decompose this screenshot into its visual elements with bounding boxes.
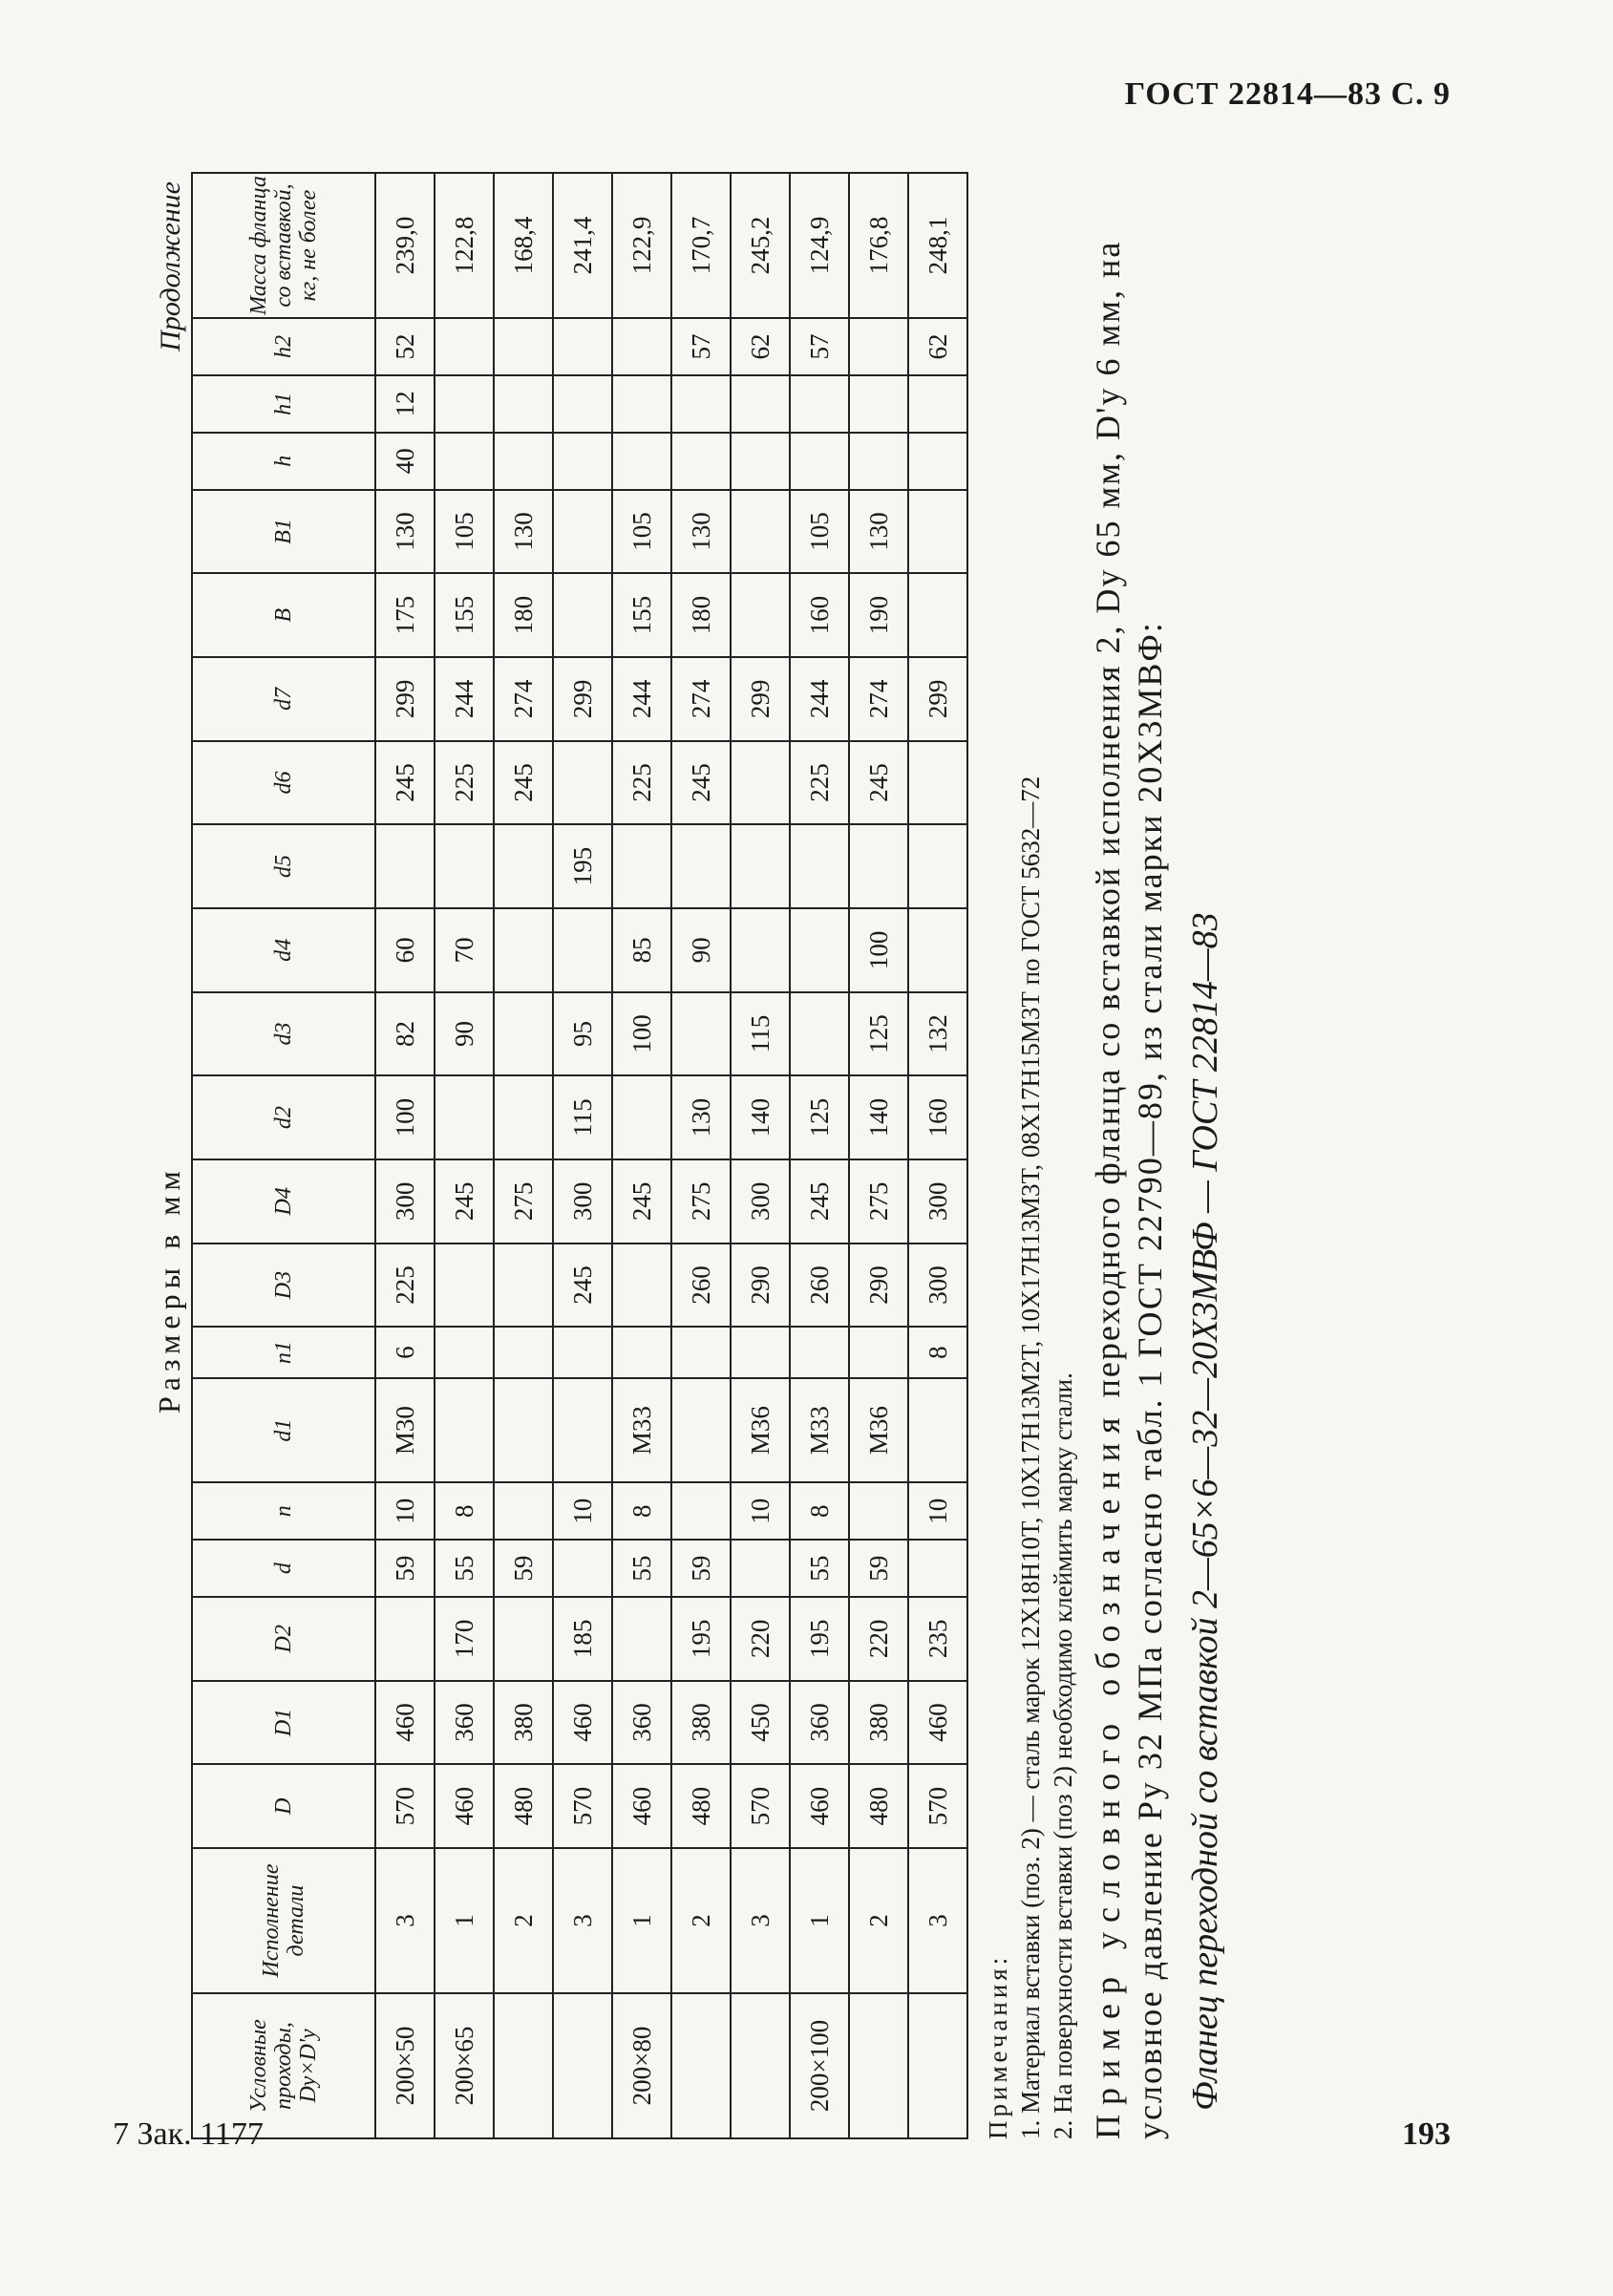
table-cell: 130	[671, 490, 731, 574]
table-cell: 380	[671, 1681, 731, 1765]
table-cell	[553, 741, 612, 825]
table-cell: 299	[731, 657, 790, 741]
column-header: D4	[192, 1159, 375, 1244]
table-cell: 225	[790, 741, 849, 825]
table-cell	[731, 1993, 790, 2138]
table-cell: 274	[494, 657, 553, 741]
table-cell	[494, 1244, 553, 1328]
table-cell: 275	[494, 1159, 553, 1244]
table-cell: 8	[790, 1482, 849, 1540]
table-cell: 570	[375, 1764, 435, 1848]
table-cell: 8	[908, 1327, 967, 1378]
table-cell	[908, 824, 967, 908]
table-cell: 570	[731, 1764, 790, 1848]
table-cell: 274	[671, 657, 731, 741]
table-cell: 155	[612, 573, 671, 657]
table-cell	[375, 824, 435, 908]
table-cell: 82	[375, 992, 435, 1076]
table-cell: 125	[790, 1075, 849, 1159]
table-cell: 6	[375, 1327, 435, 1378]
table-cell	[494, 1327, 553, 1378]
table-cell: 59	[849, 1540, 908, 1597]
table-cell	[849, 318, 908, 375]
table-cell: 360	[612, 1681, 671, 1765]
table-cell	[494, 1075, 553, 1159]
table-cell	[612, 1075, 671, 1159]
table-cell: 290	[731, 1244, 790, 1328]
table-cell	[908, 1378, 967, 1482]
table-cell	[435, 1244, 494, 1328]
table-cell: 275	[671, 1159, 731, 1244]
table-cell: 1	[612, 1848, 671, 1993]
table-cell	[494, 992, 553, 1076]
table-cell: 274	[849, 657, 908, 741]
column-header: h1	[192, 375, 375, 433]
table-cell: 62	[731, 318, 790, 375]
table-cell	[790, 1327, 849, 1378]
table-cell: 130	[849, 490, 908, 574]
table-cell: 245	[849, 741, 908, 825]
table-row	[790, 173, 849, 2138]
table-cell	[435, 433, 494, 490]
table-cell: 460	[790, 1764, 849, 1848]
table-row	[612, 173, 671, 2138]
column-header: d5	[192, 824, 375, 908]
example-designation: Фланец переходной со вставкой 2—65×6—32—20Х3МВФ — ГОСТ 22814—83	[1185, 912, 1225, 2111]
table-cell: 225	[375, 1244, 435, 1328]
table-cell: 122,9	[612, 173, 671, 318]
table-cell: 85	[612, 908, 671, 992]
table-cell: 55	[435, 1540, 494, 1597]
table-row	[671, 173, 731, 2138]
caption-row	[143, 172, 187, 2139]
column-header: d6	[192, 741, 375, 825]
table-cell: 180	[671, 573, 731, 657]
table-cell: 55	[790, 1540, 849, 1597]
table-cell: 115	[553, 1075, 612, 1159]
dimensions-table	[191, 172, 968, 2139]
table-cell: 235	[908, 1597, 967, 1681]
table-cell: 220	[731, 1597, 790, 1681]
table-cell: 160	[908, 1075, 967, 1159]
table-cell: 460	[908, 1681, 967, 1765]
table-cell: 105	[612, 490, 671, 574]
table-cell: 40	[375, 433, 435, 490]
table-cell: 570	[908, 1764, 967, 1848]
column-header: d1	[192, 1378, 375, 1482]
table-cell	[553, 375, 612, 433]
table-cell: 200×50	[375, 1993, 435, 2138]
table-cell: 245	[671, 741, 731, 825]
table-cell: 160	[790, 573, 849, 657]
table-cell	[731, 1327, 790, 1378]
column-header: Условные проходы, Dy×D'y	[192, 1993, 375, 2138]
table-cell: 8	[612, 1482, 671, 1540]
table-cell: 190	[849, 573, 908, 657]
table-cell	[612, 318, 671, 375]
page-number: 193	[1402, 2116, 1451, 2152]
column-header: n	[192, 1482, 375, 1540]
table-cell: 125	[849, 992, 908, 1076]
table-cell: 175	[375, 573, 435, 657]
table-cell: 299	[553, 657, 612, 741]
table-cell	[849, 375, 908, 433]
column-header: d	[192, 1540, 375, 1597]
table-cell: 59	[375, 1540, 435, 1597]
footer-left: 7 Зак. 1177	[113, 2116, 264, 2152]
continuation-label: Продолжение	[155, 181, 186, 351]
table-cell	[612, 1327, 671, 1378]
table-cell: 3	[553, 1848, 612, 1993]
table-cell: 60	[375, 908, 435, 992]
table-cell: 460	[435, 1764, 494, 1848]
column-header: B	[192, 573, 375, 657]
table-cell	[553, 318, 612, 375]
table-cell: M33	[790, 1378, 849, 1482]
table-cell: 122,8	[435, 173, 494, 318]
table-cell	[671, 992, 731, 1076]
table-cell: 62	[908, 318, 967, 375]
table-cell: 245	[375, 741, 435, 825]
table-cell	[731, 433, 790, 490]
table-cell: 10	[375, 1482, 435, 1540]
table-cell	[553, 433, 612, 490]
table-cell: 300	[553, 1159, 612, 1244]
note-2: 2. На поверхности вставки (поз 2) необходимо клеймить марку стали.	[1049, 1372, 1077, 2139]
table-cell	[553, 1378, 612, 1482]
table-cell: 360	[435, 1681, 494, 1765]
table-row	[731, 173, 790, 2138]
table-cell: 10	[731, 1482, 790, 1540]
table-cell: 239,0	[375, 173, 435, 318]
table-cell: 480	[849, 1764, 908, 1848]
table-cell: 241,4	[553, 173, 612, 318]
table-cell	[375, 1597, 435, 1681]
table-cell: 59	[494, 1540, 553, 1597]
table-row	[849, 173, 908, 2138]
table-cell: 460	[553, 1681, 612, 1765]
column-header: D1	[192, 1681, 375, 1765]
table-cell: 2	[494, 1848, 553, 1993]
table-cell: 180	[494, 573, 553, 657]
table-row	[908, 173, 967, 2138]
table-cell: 185	[553, 1597, 612, 1681]
table-cell	[553, 1540, 612, 1597]
table-cell	[494, 1993, 553, 2138]
table-cell: 260	[671, 1244, 731, 1328]
table-cell	[849, 1327, 908, 1378]
column-header: d4	[192, 908, 375, 992]
table-cell	[790, 992, 849, 1076]
table-cell: 245	[612, 1159, 671, 1244]
table-cell: 245	[553, 1244, 612, 1328]
table-cell: 176,8	[849, 173, 908, 318]
table-cell: 245,2	[731, 173, 790, 318]
table-cell	[908, 490, 967, 574]
table-cell	[435, 375, 494, 433]
table-cell: 244	[790, 657, 849, 741]
table-cell	[553, 1327, 612, 1378]
table-cell: 95	[553, 992, 612, 1076]
table-cell	[435, 1327, 494, 1378]
table-cell: 480	[494, 1764, 553, 1848]
table-cell: 130	[375, 490, 435, 574]
table-cell	[908, 1993, 967, 2138]
column-header: D	[192, 1764, 375, 1848]
table-cell: 132	[908, 992, 967, 1076]
table-cell: 140	[849, 1075, 908, 1159]
table-cell	[435, 824, 494, 908]
table-cell: 140	[731, 1075, 790, 1159]
table-cell: 57	[790, 318, 849, 375]
table-cell: 220	[849, 1597, 908, 1681]
table-row	[494, 173, 553, 2138]
table-cell: 260	[790, 1244, 849, 1328]
table-cell: 248,1	[908, 173, 967, 318]
table-cell: 200×80	[612, 1993, 671, 2138]
table-cell	[494, 433, 553, 490]
table-cell	[671, 433, 731, 490]
column-header: n1	[192, 1327, 375, 1378]
table-cell	[553, 1993, 612, 2138]
table-cell: 570	[553, 1764, 612, 1848]
table-cell	[790, 824, 849, 908]
table-cell	[731, 908, 790, 992]
table-row	[553, 173, 612, 2138]
table-cell	[849, 1482, 908, 1540]
table-row	[435, 173, 494, 2138]
table-cell	[435, 1378, 494, 1482]
table-cell: M30	[375, 1378, 435, 1482]
table-cell	[671, 1993, 731, 2138]
table-cell	[790, 908, 849, 992]
table-cell: 275	[849, 1159, 908, 1244]
table-cell: 10	[553, 1482, 612, 1540]
table-body	[375, 173, 967, 2138]
table-cell: 115	[731, 992, 790, 1076]
table-cell: 460	[612, 1764, 671, 1848]
table-cell	[553, 490, 612, 574]
column-header: h2	[192, 318, 375, 375]
table-cell	[494, 1378, 553, 1482]
table-cell: 244	[612, 657, 671, 741]
table-cell: 57	[671, 318, 731, 375]
table-cell: 8	[435, 1482, 494, 1540]
table-cell: 10	[908, 1482, 967, 1540]
table-cell: 245	[494, 741, 553, 825]
table-cell: 460	[375, 1681, 435, 1765]
table-cell: 2	[671, 1848, 731, 1993]
table-cell	[612, 433, 671, 490]
table-cell	[435, 1075, 494, 1159]
page-header: ГОСТ 22814—83 С. 9	[1124, 76, 1451, 112]
table-cell: M36	[731, 1378, 790, 1482]
table-cell: 2	[849, 1848, 908, 1993]
table-cell	[612, 824, 671, 908]
table-cell	[908, 908, 967, 992]
table-cell: 290	[849, 1244, 908, 1328]
table-cell	[908, 375, 967, 433]
table-cell	[612, 1244, 671, 1328]
column-header: D2	[192, 1597, 375, 1681]
table-cell: 300	[908, 1244, 967, 1328]
notes	[982, 172, 1079, 2139]
table-cell	[612, 375, 671, 433]
column-header: Масса фланца со вставкой, кг, не более	[192, 173, 375, 318]
table-cell	[494, 375, 553, 433]
table-cell: 200×100	[790, 1993, 849, 2138]
table-cell: 225	[435, 741, 494, 825]
table-cell	[908, 1540, 967, 1597]
table-cell: M36	[849, 1378, 908, 1482]
example-lead: Пример условного обозначения	[1089, 1408, 1127, 2139]
table-cell: 155	[435, 573, 494, 657]
table-cell	[435, 318, 494, 375]
table-cell: 3	[908, 1848, 967, 1993]
note-1: 1. Материал вставки (поз. 2) — сталь марок 12Х18Н10Т, 10Х17Н13М2Т, 10Х17Н13М3Т, 08Х17Н15М3Т по ГОСТ 5632—72	[1016, 776, 1045, 2139]
column-header: Исполнение детали	[192, 1848, 375, 1993]
table-cell: 244	[435, 657, 494, 741]
table-cell: 100	[612, 992, 671, 1076]
table-cell	[671, 1327, 731, 1378]
table-cell	[553, 573, 612, 657]
table-cell	[790, 375, 849, 433]
table-cell	[494, 824, 553, 908]
table-cell: 200×65	[435, 1993, 494, 2138]
table-cell	[908, 573, 967, 657]
table-cell: 105	[790, 490, 849, 574]
table-cell: 59	[671, 1540, 731, 1597]
table-cell: 300	[375, 1159, 435, 1244]
table-cell: 245	[790, 1159, 849, 1244]
table-caption: Размеры в мм	[152, 1165, 186, 1414]
table-cell: 90	[435, 992, 494, 1076]
table-cell: 55	[612, 1540, 671, 1597]
table-cell: 299	[908, 657, 967, 741]
column-header: d2	[192, 1075, 375, 1159]
table-row	[375, 173, 435, 2138]
table-cell: 168,4	[494, 173, 553, 318]
table-cell	[671, 1482, 731, 1540]
table-cell: 130	[671, 1075, 731, 1159]
table-cell	[731, 1540, 790, 1597]
column-header: D3	[192, 1244, 375, 1328]
table-cell	[849, 824, 908, 908]
table-cell	[494, 318, 553, 375]
table-cell: 3	[731, 1848, 790, 1993]
table-cell: 105	[435, 490, 494, 574]
table-cell: 245	[435, 1159, 494, 1244]
table-cell: 100	[375, 1075, 435, 1159]
table-cell: 195	[671, 1597, 731, 1681]
column-header: B1	[192, 490, 375, 574]
table-cell: 195	[790, 1597, 849, 1681]
table-cell: 100	[849, 908, 908, 992]
table-cell: 380	[494, 1681, 553, 1765]
table-cell	[849, 1993, 908, 2138]
table-cell	[494, 1597, 553, 1681]
table-cell	[790, 433, 849, 490]
column-header: d7	[192, 657, 375, 741]
table-cell: 124,9	[790, 173, 849, 318]
table-cell	[731, 490, 790, 574]
table-cell: 1	[435, 1848, 494, 1993]
table-cell: 480	[671, 1764, 731, 1848]
example	[1087, 172, 1171, 2139]
table-cell: 170	[435, 1597, 494, 1681]
table-cell: 130	[494, 490, 553, 574]
example-text: переходного фланца со вставкой исполнения 2, Dy 65 мм, D'y 6 мм, на условное давление Py 32 МПа согласно табл. 1 ГОСТ 22790—89, из стали марки 20Х3МВФ:	[1089, 240, 1169, 2139]
table-cell	[671, 375, 731, 433]
table-cell	[553, 908, 612, 992]
table-cell	[612, 1597, 671, 1681]
table-cell: 195	[553, 824, 612, 908]
table-cell: M33	[612, 1378, 671, 1482]
table-cell	[494, 1482, 553, 1540]
table-cell: 70	[435, 908, 494, 992]
table-cell	[731, 741, 790, 825]
table-cell	[731, 824, 790, 908]
table-cell	[908, 433, 967, 490]
column-header: d3	[192, 992, 375, 1076]
notes-title: Примечания:	[984, 1953, 1012, 2139]
table-cell	[908, 741, 967, 825]
table-cell	[731, 573, 790, 657]
table-cell: 360	[790, 1681, 849, 1765]
table-cell: 299	[375, 657, 435, 741]
table-cell: 380	[849, 1681, 908, 1765]
table-cell: 1	[790, 1848, 849, 1993]
rotated-table-block	[143, 172, 1280, 2139]
table-cell: 170,7	[671, 173, 731, 318]
column-header: h	[192, 433, 375, 490]
table-cell: 3	[375, 1848, 435, 1993]
table-cell	[671, 824, 731, 908]
table-cell	[849, 433, 908, 490]
table-cell: 12	[375, 375, 435, 433]
table-cell: 300	[908, 1159, 967, 1244]
table-cell: 300	[731, 1159, 790, 1244]
table-cell: 225	[612, 741, 671, 825]
table-header-row	[192, 173, 375, 2138]
table-cell: 52	[375, 318, 435, 375]
table-cell	[494, 908, 553, 992]
table-cell: 90	[671, 908, 731, 992]
table-cell	[731, 375, 790, 433]
table-cell: 450	[731, 1681, 790, 1765]
table-cell	[671, 1378, 731, 1482]
